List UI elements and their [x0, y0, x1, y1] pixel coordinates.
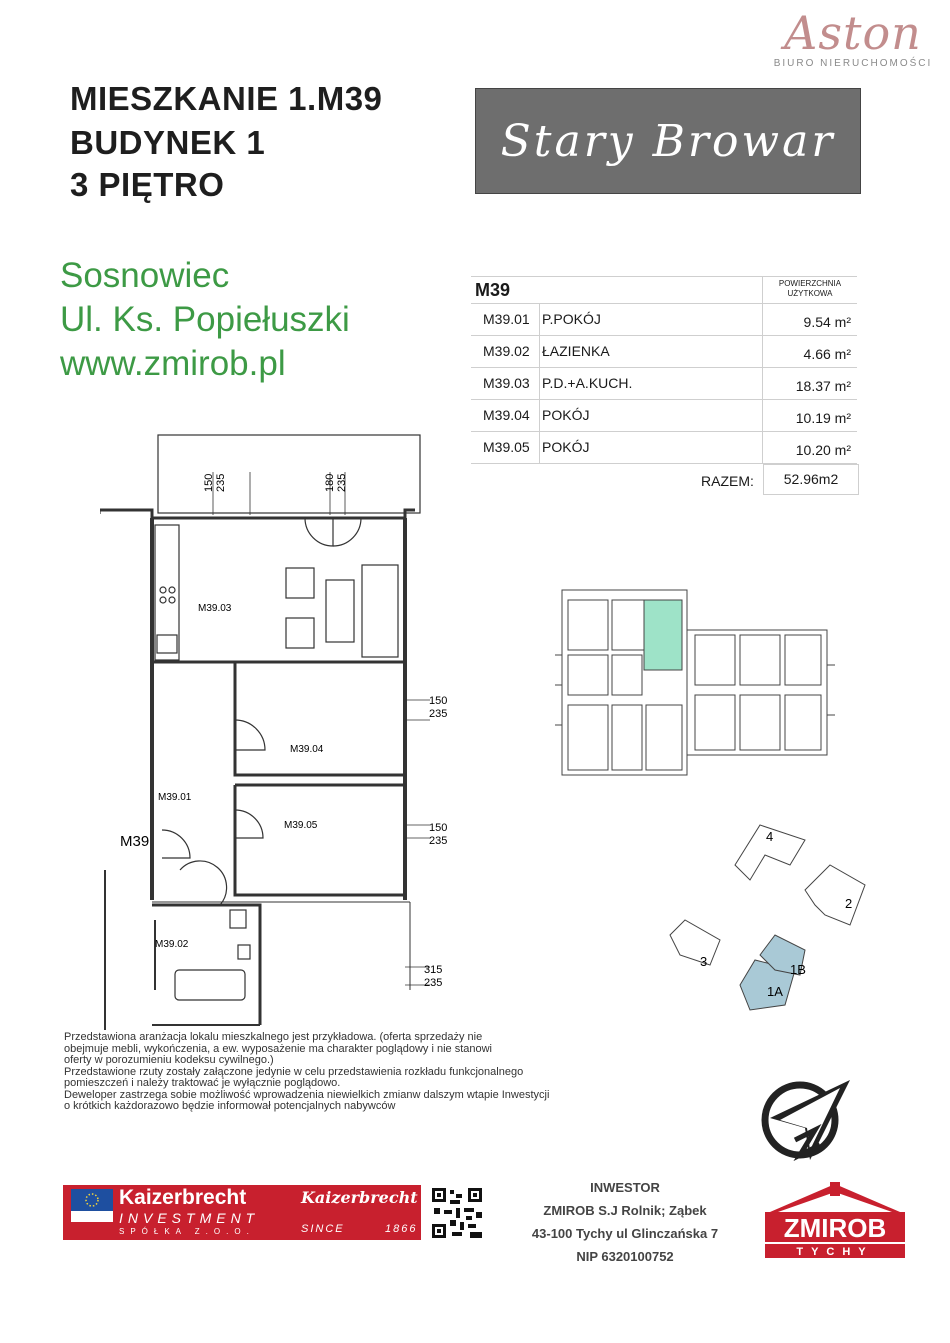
room-code: M39.05	[483, 439, 530, 455]
building-label-4: 4	[766, 829, 774, 844]
room-code: M39.04	[483, 407, 530, 423]
zmirob-city: TYCHY	[796, 1246, 874, 1258]
room-label-03: M39.03	[198, 603, 232, 614]
room-name: ŁAZIENKA	[542, 343, 610, 359]
partner-line3: SPÓŁKA Z.O.O.	[119, 1227, 255, 1236]
partner-line2: INVESTMENT	[119, 1210, 260, 1226]
eu-flag-icon	[71, 1189, 113, 1233]
agency-logo	[768, 6, 938, 86]
unit-highlight	[644, 600, 682, 670]
room-code: M39.03	[483, 375, 530, 391]
room-area: 9.54 m²	[803, 314, 851, 330]
street-text: Ul. Ks. Popiełuszki	[60, 300, 350, 339]
partner-banner	[63, 1185, 421, 1240]
unit-label: M39	[120, 833, 150, 850]
zmirob-logo	[760, 1182, 910, 1272]
partner-year: 1866	[385, 1223, 418, 1235]
project-logo	[475, 88, 861, 194]
building-label-2: 2	[845, 896, 853, 911]
table-row	[471, 304, 857, 336]
disclaimer-line: obejmuje mebli, wykończenia, a ew. wyposażenie ma charakter poglądowy i nie stanowi	[64, 1042, 493, 1055]
dim-window-2-top: 150	[429, 822, 448, 834]
room-label-04: M39.04	[290, 744, 324, 755]
investor-nip: NIP 6320100752	[576, 1249, 674, 1264]
building-title: BUDYNEK 1	[70, 124, 266, 161]
building-label-1b: 1B	[790, 962, 806, 977]
partner-since: SINCE	[301, 1223, 345, 1235]
room-area: 10.19 m²	[795, 410, 851, 426]
dim-window-3-top: 315	[424, 964, 443, 976]
table-row	[471, 400, 857, 432]
room-area: 10.20 m²	[795, 442, 851, 458]
investor-address: 43-100 Tychy ul Glinczańska 7	[531, 1226, 719, 1241]
qr-code-icon[interactable]	[430, 1186, 484, 1240]
dim-window-1-top: 150	[429, 695, 448, 707]
dim-balcony-b-top: 180	[324, 473, 336, 492]
room-name: POKÓJ	[542, 439, 590, 455]
investor-company: ZMIROB S.J Rolnik; Ząbek	[543, 1203, 707, 1218]
dim-balcony-b-bottom: 235	[336, 473, 348, 492]
disclaimer	[64, 1032, 564, 1113]
room-area-table	[471, 276, 857, 494]
room-name: P.D.+A.KUCH.	[542, 375, 633, 391]
room-label-01: M39.01	[158, 792, 192, 803]
apartment-title: MIESZKANIE 1.M39	[70, 80, 383, 117]
table-row	[471, 368, 857, 400]
room-code: M39.02	[483, 343, 530, 359]
table-header	[471, 276, 857, 304]
dim-window-1-bottom: 235	[429, 708, 448, 720]
area-column-header: POWIERZCHNIA UŻYTKOWA	[778, 279, 842, 298]
disclaimer-line: o krótkich każdorazowo będzie informował potencjalnych nabywców	[64, 1100, 396, 1112]
room-name: P.POKÓJ	[542, 311, 601, 327]
disclaimer-line: Przedstawiona aranżacja lokalu mieszkalnego jest przykładowa. (oferta sprzedaży nie	[64, 1031, 483, 1043]
disclaimer-line: oferty w porozumieniu kodeksu cywilnego.)	[64, 1054, 274, 1066]
building-label-1a: 1A	[767, 984, 783, 999]
partner-brand: Kaizerbrecht	[301, 1188, 418, 1207]
partner-name: Kaizerbrecht	[119, 1186, 247, 1209]
dim-window-3-bottom: 235	[424, 977, 443, 989]
investor-label: INWESTOR	[590, 1180, 660, 1195]
city-text: Sosnowiec	[60, 256, 230, 295]
total-label: RAZEM:	[701, 473, 754, 489]
agency-subtitle: BIURO NIERUCHOMOŚCI	[773, 58, 933, 69]
dim-balcony-a-top: 150	[203, 473, 215, 492]
table-total-row	[471, 464, 857, 494]
room-name: POKÓJ	[542, 407, 590, 423]
balcony-outline	[158, 435, 420, 513]
site-plan	[665, 810, 885, 1020]
table-unit-code: M39	[475, 280, 511, 300]
disclaimer-line: Przedstawione rzuty zostały załączone jedynie w celu przedstawienia rozkładu funkcjonalnego	[64, 1065, 524, 1078]
table-row	[471, 336, 857, 368]
room-label-02: M39.02	[155, 939, 189, 950]
project-name: Stary Browar	[500, 115, 836, 167]
room-area: 4.66 m²	[803, 346, 851, 362]
dim-window-2-bottom: 235	[429, 835, 448, 847]
floor-plan	[100, 430, 480, 1030]
room-code: M39.01	[483, 311, 530, 327]
floor-title: 3 PIĘTRO	[70, 166, 225, 203]
disclaimer-line: pomieszczeń i należy traktować je wyłącznie poglądowo.	[64, 1077, 341, 1089]
floor-key-plan	[550, 585, 835, 785]
zmirob-name: ZMIROB	[783, 1213, 887, 1243]
agency-name: Aston	[784, 6, 922, 60]
room-label-05: M39.05	[284, 820, 318, 831]
website-link[interactable]: www.zmirob.pl	[60, 344, 286, 383]
table-row	[471, 432, 857, 464]
building-label-3: 3	[700, 954, 708, 969]
disclaimer-line: Deweloper zastrzega sobie możliwość wprowadzenia niewielkich zmianw dalszym wtapie Inwestycji	[64, 1088, 550, 1101]
compass-icon	[755, 1070, 855, 1165]
total-value: 52.96m2	[763, 464, 859, 495]
room-area: 18.37 m²	[795, 378, 851, 394]
dim-balcony-a-bottom: 235	[215, 473, 227, 492]
